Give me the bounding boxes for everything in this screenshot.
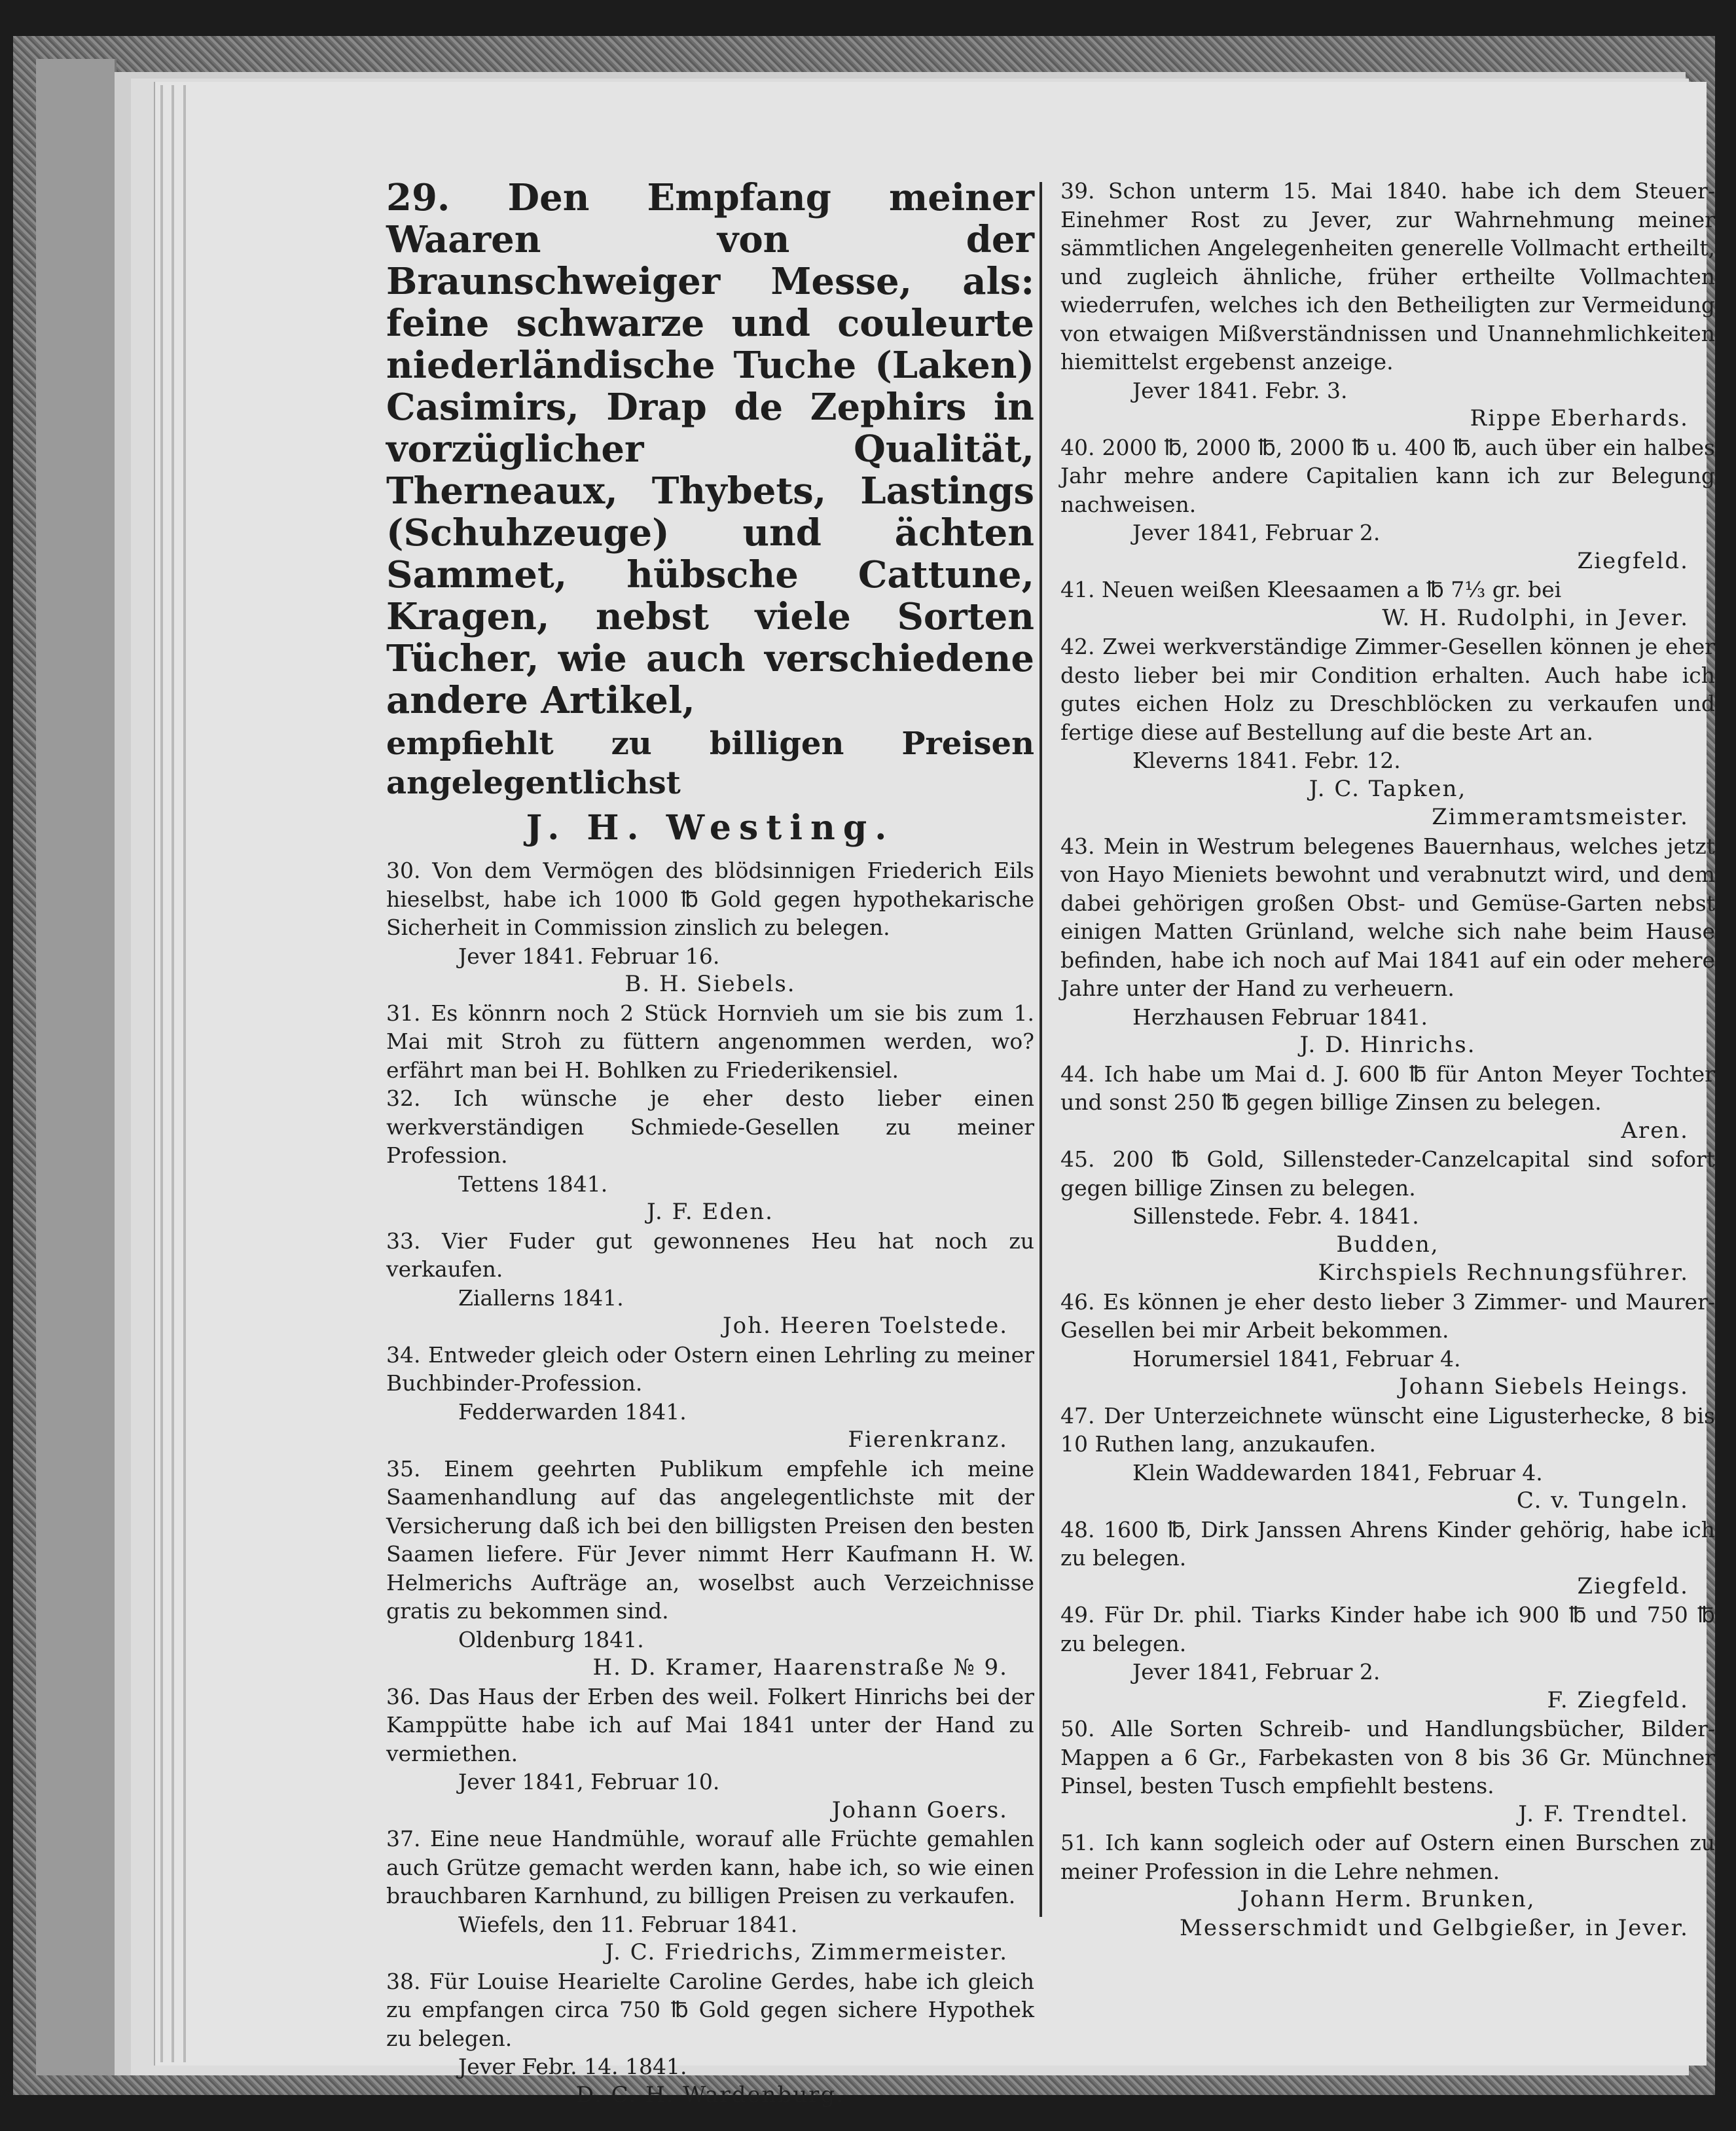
- ad-29-tail: empfiehlt zu billigen Preisen angelegentlichst: [386, 725, 1034, 801]
- ad-39-signature: Rippe Eberhards.: [1470, 405, 1689, 431]
- ad-48-signature: Ziegfeld.: [1577, 1573, 1689, 1599]
- ad-44-text: 44. Ich habe um Mai d. J. 600 ℔ für Anton Meyer Tochter und sonst 250 ℔ gegen billige Zinsen zu belegen.: [1060, 1061, 1715, 1115]
- ad-50-signature: J. F. Trendtel.: [1518, 1800, 1689, 1827]
- ad-50-text: 50. Alle Sorten Schreib- und Handlungsbücher, Bilder-Mappen a 6 Gr., Farbekasten von 8 bis 36 Gr. Münchner Pinsel, besten Tusch empfiehlt bestens.: [1060, 1716, 1715, 1798]
- right-column: [1060, 177, 1715, 1942]
- ad-51-text: 51. Ich kann sogleich oder auf Ostern einen Burschen zu meiner Profession in die Lehre nehmen.: [1060, 1830, 1715, 1884]
- ad-32-text: 32. Ich wünsche je eher desto lieber einen werkverständigen Schmiede-Gesellen zu meiner Profession.: [386, 1085, 1034, 1168]
- ad-30-place: Jever 1841. Februar 16.: [458, 943, 720, 969]
- ad-36-place: Jever 1841, Februar 10.: [458, 1769, 720, 1794]
- ad-48-text: 48. 1600 ℔, Dirk Janssen Ahrens Kinder gehörig, habe ich zu belegen.: [1060, 1516, 1715, 1571]
- ad-42-signature-title: Zimmeramtsmeister.: [1432, 804, 1689, 830]
- ad-44-signature: Aren.: [1621, 1117, 1689, 1144]
- ad-35-text: 35. Einem geehrten Publikum empfehle ich meine Saamenhandlung auf das angelegentlichste mit der Versicherung daß ich bei den billigsten Preisen den besten Saamen liefere. Für Jever nimmt Herr Kaufmann H. W. Helmerichs Aufträge an, woselbst auch Verzeichnisse gratis zu bekommen sind.: [386, 1455, 1034, 1624]
- ad-31-text: 31. Es könnrn noch 2 Stück Hornvieh um sie bis zum 1. Mai mit Stroh zu füttern angenommen werden, wo? erfährt man bei H. Bohlken zu Friederikensiel.: [386, 1000, 1034, 1083]
- ad-29-heading: 29. Den Empfang meiner Waaren von der Braunschweiger Messe, als: feine schwarze und couleurte niederländische Tuche (Laken) Casimirs, Drap de Zephirs in vorzüglicher Qualität, Therneaux, Thybets, Lastings (Schuhzeuge) und ächten Sammet, hübsche Cattune, Kragen, nebst viele Sorten Tücher, wie auch verschiedene andere Artikel,: [386, 176, 1034, 722]
- ad-32-place: Tettens 1841.: [458, 1171, 608, 1197]
- page-edge-line: [183, 85, 186, 2062]
- ad-37-signature: J. C. Friedrichs, Zimmermeister.: [605, 1939, 1008, 1965]
- ad-32-signature: J. F. Eden.: [647, 1199, 774, 1225]
- page-edge-line: [160, 85, 163, 2062]
- ad-41-signature: W. H. Rudolphi, in Jever.: [1382, 604, 1689, 631]
- ad-49-text: 49. Für Dr. phil. Tiarks Kinder habe ich 900 ℔ und 750 ℔ zu belegen.: [1060, 1602, 1715, 1656]
- ad-38-signature: D. C. H. Wardenburg.: [575, 2081, 845, 2108]
- page-edge-line: [172, 85, 174, 2062]
- ad-37-text: 37. Eine neue Handmühle, worauf alle Früchte gemahlen auch Grütze gemacht werden kann, habe ich, so wie einen brauchbaren Karnhund, zu billigen Preisen zu verkaufen.: [386, 1826, 1034, 1908]
- ad-49-signature: F. Ziegfeld.: [1547, 1686, 1689, 1713]
- ad-42-place: Kleverns 1841. Febr. 12.: [1132, 748, 1401, 773]
- ad-40-signature: Ziegfeld.: [1577, 547, 1689, 574]
- ad-39-place: Jever 1841. Febr. 3.: [1132, 377, 1348, 403]
- ad-42-text: 42. Zwei werkverständige Zimmer-Gesellen können je eher desto lieber bei mir Condition erhalten. Auch habe ich gutes eichen Holz zu Dreschblöcken zu verkaufen und fertige diese auf Bestellung auf die beste Art an.: [1060, 634, 1715, 745]
- ad-40-text: 40. 2000 ℔, 2000 ℔, 2000 ℔ u. 400 ℔, auch über ein halbes Jahr mehre andere Capitalien kann ich zur Belegung nachweisen.: [1060, 434, 1715, 517]
- ad-39-text: 39. Schon unterm 15. Mai 1840. habe ich dem Steuer-Einehmer Rost zu Jever, zur Wahrnehmung meiner sämmtlichen Angelegenheiten generelle Vollmacht ertheilt, und zugleich ähnliche, früher ertheilte Vollmachten wiederrufen, welches ich den Betheiligten zur Vermeidung von etwaigen Mißverständnissen und Unannehmlichkeiten hiemittelst ergebenst anzeige.: [1060, 178, 1715, 374]
- ad-30-text: 30. Von dem Vermögen des blödsinnigen Friederich Eils hieselbst, habe ich 1000 ℔ Gold gegen hypothekarische Sicherheit in Commission zinslich zu belegen.: [386, 858, 1034, 940]
- ad-43-place: Herzhausen Februar 1841.: [1132, 1004, 1428, 1030]
- ad-45-place: Sillenstede. Febr. 4. 1841.: [1132, 1203, 1419, 1229]
- ad-37-place: Wiefels, den 11. Februar 1841.: [458, 1911, 798, 1937]
- ad-30-signature: B. H. Siebels.: [624, 971, 796, 997]
- left-column: [386, 177, 1034, 2109]
- ad-34-signature: Fierenkranz.: [848, 1427, 1008, 1453]
- ad-35-signature: H. D. Kramer, Haarenstraße № 9.: [592, 1654, 1008, 1681]
- spine-cloth: [36, 59, 117, 2075]
- ad-51-signature: Johann Herm. Brunken,: [1240, 1886, 1536, 1912]
- ad-45-signature-title: Kirchspiels Rechnungsführer.: [1318, 1260, 1689, 1286]
- ad-38-place: Jever Febr. 14. 1841.: [458, 2054, 687, 2079]
- ad-47-text: 47. Der Unterzeichnete wünscht eine Ligusterhecke, 8 bis 10 Ruthen lang, anzukaufen.: [1060, 1402, 1715, 1457]
- ad-41-text: 41. Neuen weißen Kleesaamen a ℔ 7⅓ gr. bei: [1060, 577, 1562, 602]
- ad-43-signature: J. D. Hinrichs.: [1299, 1032, 1476, 1058]
- ad-36-signature: Johann Goers.: [831, 1796, 1008, 1823]
- ad-36-text: 36. Das Haus der Erben des weil. Folkert Hinrichs bei der Kamppütte habe ich auf Mai 1841 unter der Hand zu vermiethen.: [386, 1683, 1034, 1766]
- ad-47-place: Klein Waddewarden 1841, Februar 4.: [1132, 1459, 1543, 1485]
- ad-46-signature: Johann Siebels Heings.: [1399, 1374, 1689, 1400]
- ad-29-signature: J. H. Westing.: [526, 808, 895, 848]
- ad-42-signature: J. C. Tapken,: [1309, 775, 1467, 802]
- ad-43-text: 43. Mein in Westrum belegenes Bauernhaus, welches jetzt von Hayo Mieniets bewohnt und verabnutzt wird, und dem dabei gehörigen großen Obst- und Gemüse-Garten nebst einigen Matten Grünland, welche sich nahe beim Hause befinden, habe ich noch auf Mai 1841 auf ein oder mehere Jahre unter der Hand zu verheuern.: [1060, 833, 1715, 1001]
- ad-46-text: 46. Es können je eher desto lieber 3 Zimmer- und Maurer-Gesellen bei mir Arbeit bekommen.: [1060, 1288, 1715, 1343]
- ad-47-signature: C. v. Tungeln.: [1516, 1487, 1689, 1514]
- ad-33-place: Ziallerns 1841.: [458, 1284, 624, 1311]
- ad-38-text: 38. Für Louise Hearielte Caroline Gerdes, habe ich gleich zu empfangen circa 750 ℔ Gold gegen sichere Hypothek zu belegen.: [386, 1968, 1034, 2051]
- ad-46-place: Horumersiel 1841, Februar 4.: [1132, 1345, 1461, 1372]
- ad-40-place: Jever 1841, Februar 2.: [1132, 520, 1381, 545]
- ad-49-place: Jever 1841, Februar 2.: [1132, 1659, 1381, 1685]
- ad-45-signature: Budden,: [1336, 1231, 1439, 1258]
- ad-33-text: 33. Vier Fuder gut gewonnenes Heu hat noch zu verkaufen.: [386, 1228, 1034, 1282]
- ad-33-signature: Joh. Heeren Toelstede.: [722, 1313, 1008, 1339]
- column-rule: [1040, 182, 1042, 1917]
- ad-34-place: Fedderwarden 1841.: [458, 1398, 687, 1425]
- ad-34-text: 34. Entweder gleich oder Ostern einen Lehrling zu meiner Buchbinder-Profession.: [386, 1341, 1034, 1396]
- ad-51-signature-title: Messerschmidt und Gelbgießer, in Jever.: [1180, 1914, 1689, 1941]
- ad-35-place: Oldenburg 1841.: [458, 1626, 644, 1652]
- ad-45-text: 45. 200 ℔ Gold, Sillensteder-Canzelcapital sind sofort gegen billige Zinsen zu belegen.: [1060, 1146, 1715, 1201]
